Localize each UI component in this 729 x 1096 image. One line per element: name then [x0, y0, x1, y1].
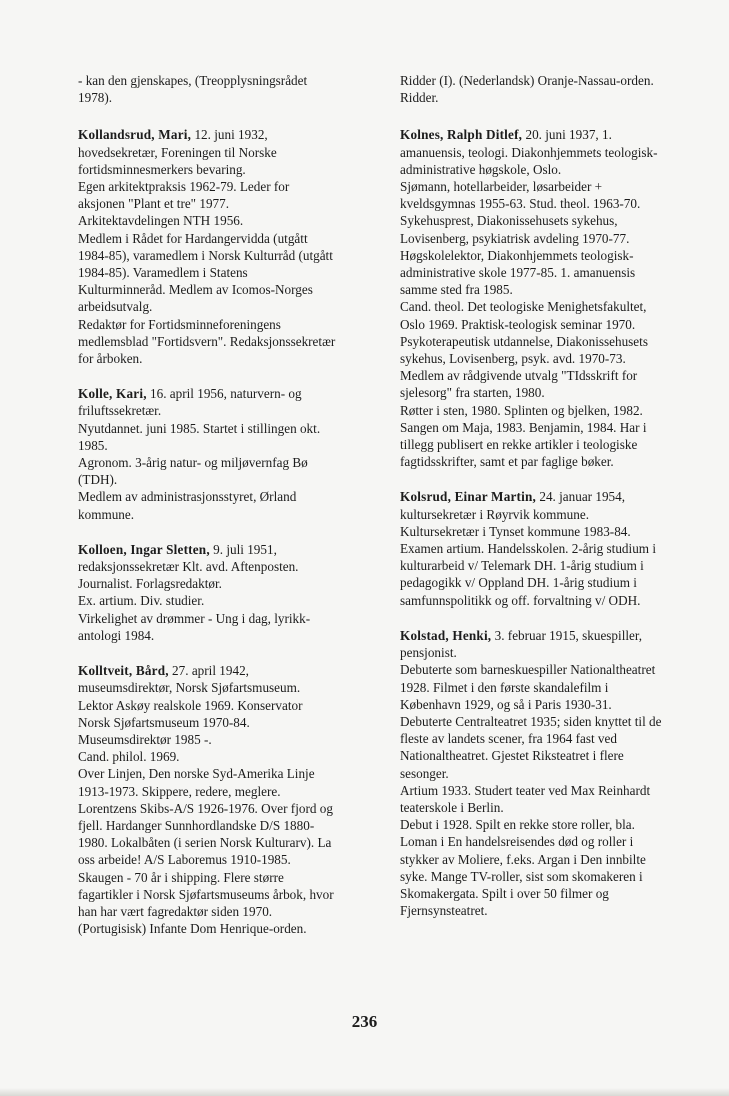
entry-kolsrud-einar-martin [400, 488, 705, 608]
page-number: 236 [351, 1012, 378, 1031]
entry-text-line: Debut i 1928. Spilt en rekke store roller, bla. [400, 817, 635, 833]
entry-first-line [78, 126, 378, 143]
entry-text-line: Artium 1933. Studert teater ved Max Reinhardt [400, 782, 651, 798]
entry-heading: Kolloen, Ingar Sletten, [78, 541, 210, 557]
entry-text-line: 1985. [78, 437, 108, 453]
entry-text-line: Medlem av administrasjonsstyret, Ørland [78, 489, 297, 505]
entry-heading-rest: 20. juni 1937, 1. [522, 127, 612, 143]
entry-cont-left [78, 72, 378, 106]
entry-kolstad-henki [400, 627, 705, 919]
entry-text-line: København 1929, og så i Paris 1930-31. [400, 696, 612, 712]
entry-text-line: Nationaltheatret. Gjestet Riksteatret i flere [400, 748, 624, 764]
entry-text-line: kveldsgymnas 1955-63. Stud. theol. 1963-70. [400, 196, 641, 212]
entry-text-line: Lovisenberg, psykiatrisk avdeling 1970-77. [400, 230, 630, 246]
entry-text-line: redaksjonssekretær Klt. avd. Aftenposten. [78, 559, 299, 575]
entry-text-line: Medlem i Rådet for Hardangervidda (utgått [78, 230, 308, 246]
entry-text-line: amanuensis, teologi. Diakonhjemmets teologisk- [400, 144, 658, 160]
entry-text-line: Medlem av rådgivende utvalg "TIdsskrift for [400, 368, 638, 384]
entry-heading-rest: 12. juni 1932, [191, 127, 268, 143]
entry-text-line: sjelesorg" fra starten, 1980. [400, 385, 545, 401]
entry-heading: Kolltveit, Bård, [78, 663, 169, 679]
entry-first-line [400, 627, 705, 644]
entry-text-line: Agronom. 3-årig natur- og miljøvernfag Bø [78, 455, 308, 471]
entry-text-line: 1978). [78, 90, 113, 106]
entry-text-line: pedagogikk v/ Oppland DH. 1-årig studium i [400, 575, 637, 591]
entry-text-line: administrative høgskole, Oslo. [400, 161, 562, 177]
entry-heading: Kolle, Kari, [78, 386, 147, 402]
entry-text-line: Egen arkitektpraksis 1962-79. Leder for [78, 179, 290, 195]
entry-text-line: kommune. [78, 506, 135, 522]
entry-first-line [78, 385, 378, 402]
entry-text-line: fjell. Hardanger Sunnhordlandske D/S 1880- [78, 817, 315, 833]
entry-text-line: stykker av Moliere, f.eks. Argan i Den innbilte [400, 851, 646, 867]
entry-text-line: Cand. philol. 1969. [78, 749, 180, 765]
entry-first-line [400, 126, 705, 143]
entry-first-line [400, 488, 705, 505]
entry-text-line: Norsk Sjøfartsmuseum 1970-84. [78, 714, 250, 730]
entry-text-line: samfunnspolitikk og off. forvaltning v/ ODH. [400, 592, 641, 608]
entry-heading-rest: 3. februar 1915, skuespiller, [491, 627, 643, 643]
entry-text-line: Fjernsynsteatret. [400, 903, 488, 919]
entry-heading-rest: 9. juli 1951, [209, 541, 277, 557]
entry-text-line: Lektor Askøy realskole 1969. Konservator [78, 697, 303, 713]
entry-text-line: fortidsminnesmerkers bevaring. [78, 161, 246, 177]
entry-heading: Kolnes, Ralph Ditlef, [400, 127, 523, 143]
entry-text-line: han har vært fagredaktør siden 1970. [78, 903, 273, 919]
entry-cont-right [400, 72, 705, 106]
entry-first-line [78, 662, 378, 679]
entry-text-line: Debuterte Centralteatret 1935; siden knyttet til de [400, 713, 662, 729]
entry-text-line: Skaugen - 70 år i shipping. Flere større [78, 869, 284, 885]
entry-text-line: 1913-1973. Skippere, redere, meglere. [78, 783, 281, 799]
entry-text-line: antologi 1984. [78, 627, 155, 643]
left-column [78, 72, 378, 955]
entry-text-line: Kultursekretær i Tynset kommune 1983-84. [400, 523, 631, 539]
entry-heading-rest: 16. april 1956, naturvern- og [146, 386, 302, 402]
entry-text-line: 1980. Lokalbåten (i serien Norsk Kulturarv). La [78, 835, 332, 851]
entry-text-line: syke. Mange TV-roller, sist som skomakeren i [400, 868, 643, 884]
entry-text-line: Nyutdannet. juni 1985. Startet i stillingen okt. [78, 420, 321, 436]
entry-first-line [78, 541, 378, 558]
entry-text-line: Cand. theol. Det teologiske Menighetsfakultet, [400, 299, 647, 315]
entry-text-line: Røtter i sten, 1980. Splinten og bjelken, 1982. [400, 402, 643, 418]
entry-text-line: Debuterte som barneskuespiller Nationaltheatret [400, 662, 656, 678]
entry-text-line: Sangen om Maja, 1983. Benjamin, 1984. Har i [400, 419, 647, 435]
entry-text-line: Høgskolelektor, Diakonhjemmets teologisk- [400, 247, 634, 263]
entry-text-line: pensjonist. [400, 645, 457, 661]
entry-text-line: Sjømann, hotellarbeider, løsarbeider + [400, 179, 603, 195]
entry-text-line: hovedsekretær, Foreningen til Norske [78, 144, 277, 160]
entry-text-line: - kan den gjenskapes, (Treopplysningsrådet [78, 73, 308, 88]
right-column [400, 72, 705, 937]
entry-text-line: fagartikler i Norsk Sjøfartsmuseums årbok, hvor [78, 886, 334, 902]
entry-heading: Kollandsrud, Mari, [78, 127, 192, 143]
entry-text-line: (Portugisisk) Infante Dom Henrique-orden. [78, 921, 307, 937]
entry-text-line: Arkitektavdelingen NTH 1956. [78, 213, 244, 229]
entry-text-line: Ridder (I). (Nederlandsk) Oranje-Nassau-orden. [400, 73, 654, 88]
entry-text-line: Skomakergata. Spilt i over 50 filmer og [400, 885, 609, 901]
entry-text-line: for årboken. [78, 351, 143, 367]
entry-heading: Kolsrud, Einar Martin, [400, 489, 537, 505]
entry-text-line: samme sted fra 1985. [400, 282, 513, 298]
entry-text-line: 1928. Filmet i den første skandalefilm i [400, 679, 609, 695]
entry-text-line: Kulturminneråd. Medlem av Icomos-Norges [78, 282, 313, 298]
entry-text-line: Loman i En handelsreisendes død og roller i [400, 834, 634, 850]
entry-text-line: museumsdirektør, Norsk Sjøfartsmuseum. [78, 680, 301, 696]
entry-text-line: fleste av landets scener, fra 1964 fast ved [400, 731, 617, 747]
entry-kolloen-ingar-sletten [78, 541, 378, 644]
entry-kollandsrud-mari [78, 126, 378, 367]
entry-kolltveit-bard [78, 662, 378, 937]
entry-heading-rest: 24. januar 1954, [536, 489, 626, 505]
page-bottom-edge [0, 1088, 729, 1096]
entry-text-line: oss arbeide! A/S Laboremus 1910-1985. [78, 852, 291, 868]
entry-text-line: aksjonen "Plant et tre" 1977. [78, 196, 230, 212]
entry-text-line: teaterskole i Berlin. [400, 799, 504, 815]
entry-text-line: Oslo 1969. Praktisk-teologisk seminar 1970. [400, 316, 636, 332]
entry-text-line: Virkelighet av drømmer - Ung i dag, lyrikk- [78, 610, 311, 626]
entry-text-line: Ridder. [400, 90, 439, 106]
entry-text-line: sykehus, Lovisenberg, psyk. avd. 1970-73. [400, 351, 626, 367]
entry-text-line: (TDH). [78, 472, 118, 488]
entry-text-line: Sykehusprest, Diakonissehusets sykehus, [400, 213, 618, 229]
entry-kolnes-ralph-ditlef [400, 126, 705, 470]
entry-heading: Kolstad, Henki, [400, 627, 492, 643]
entry-text-line: Examen artium. Handelsskolen. 2-årig studium i [400, 541, 657, 557]
entry-text-line: Redaktør for Fortidsminneforeningens [78, 316, 281, 332]
entry-text-line: Over Linjen, Den norske Syd-Amerika Linje [78, 766, 315, 782]
entry-text-line: medlemsblad "Fortidsvern". Redaksjonssekretær [78, 333, 336, 349]
entry-text-line: 1984-85). Varamedlem i Statens [78, 265, 248, 281]
entry-kolle-kari [78, 385, 378, 523]
entry-text-line: fagtidsskrifter, samt et par faglige bøker. [400, 454, 614, 470]
entry-text-line: Psykoterapeutisk utdannelse, Diakonissehusets [400, 333, 648, 349]
entry-heading-rest: 27. april 1942, [168, 663, 249, 679]
entry-text-line: kulturarbeid v/ Telemark DH. 1-årig studium i [400, 558, 644, 574]
entry-text-line: friluftssekretær. [78, 403, 162, 419]
entry-text-line: 1984-85), varamedlem i Norsk Kulturråd (utgått [78, 247, 333, 263]
entry-text-line: arbeidsutvalg. [78, 299, 153, 315]
entry-text-line: administrative skole 1977-85. 1. amanuensis [400, 265, 636, 281]
entry-text-line: Ex. artium. Div. studier. [78, 593, 205, 609]
entry-text-line: sesonger. [400, 765, 449, 781]
entry-text-line: tillegg publisert en rekke artikler i teologiske [400, 437, 638, 453]
entry-text-line: Lorentzens Skibs-A/S 1926-1976. Over fjord og [78, 800, 333, 816]
entry-text-line: Museumsdirektør 1985 -. [78, 731, 212, 747]
entry-text-line: kultursekretær i Røyrvik kommune. [400, 506, 589, 522]
entry-text-line: Journalist. Forlagsredaktør. [78, 576, 222, 592]
